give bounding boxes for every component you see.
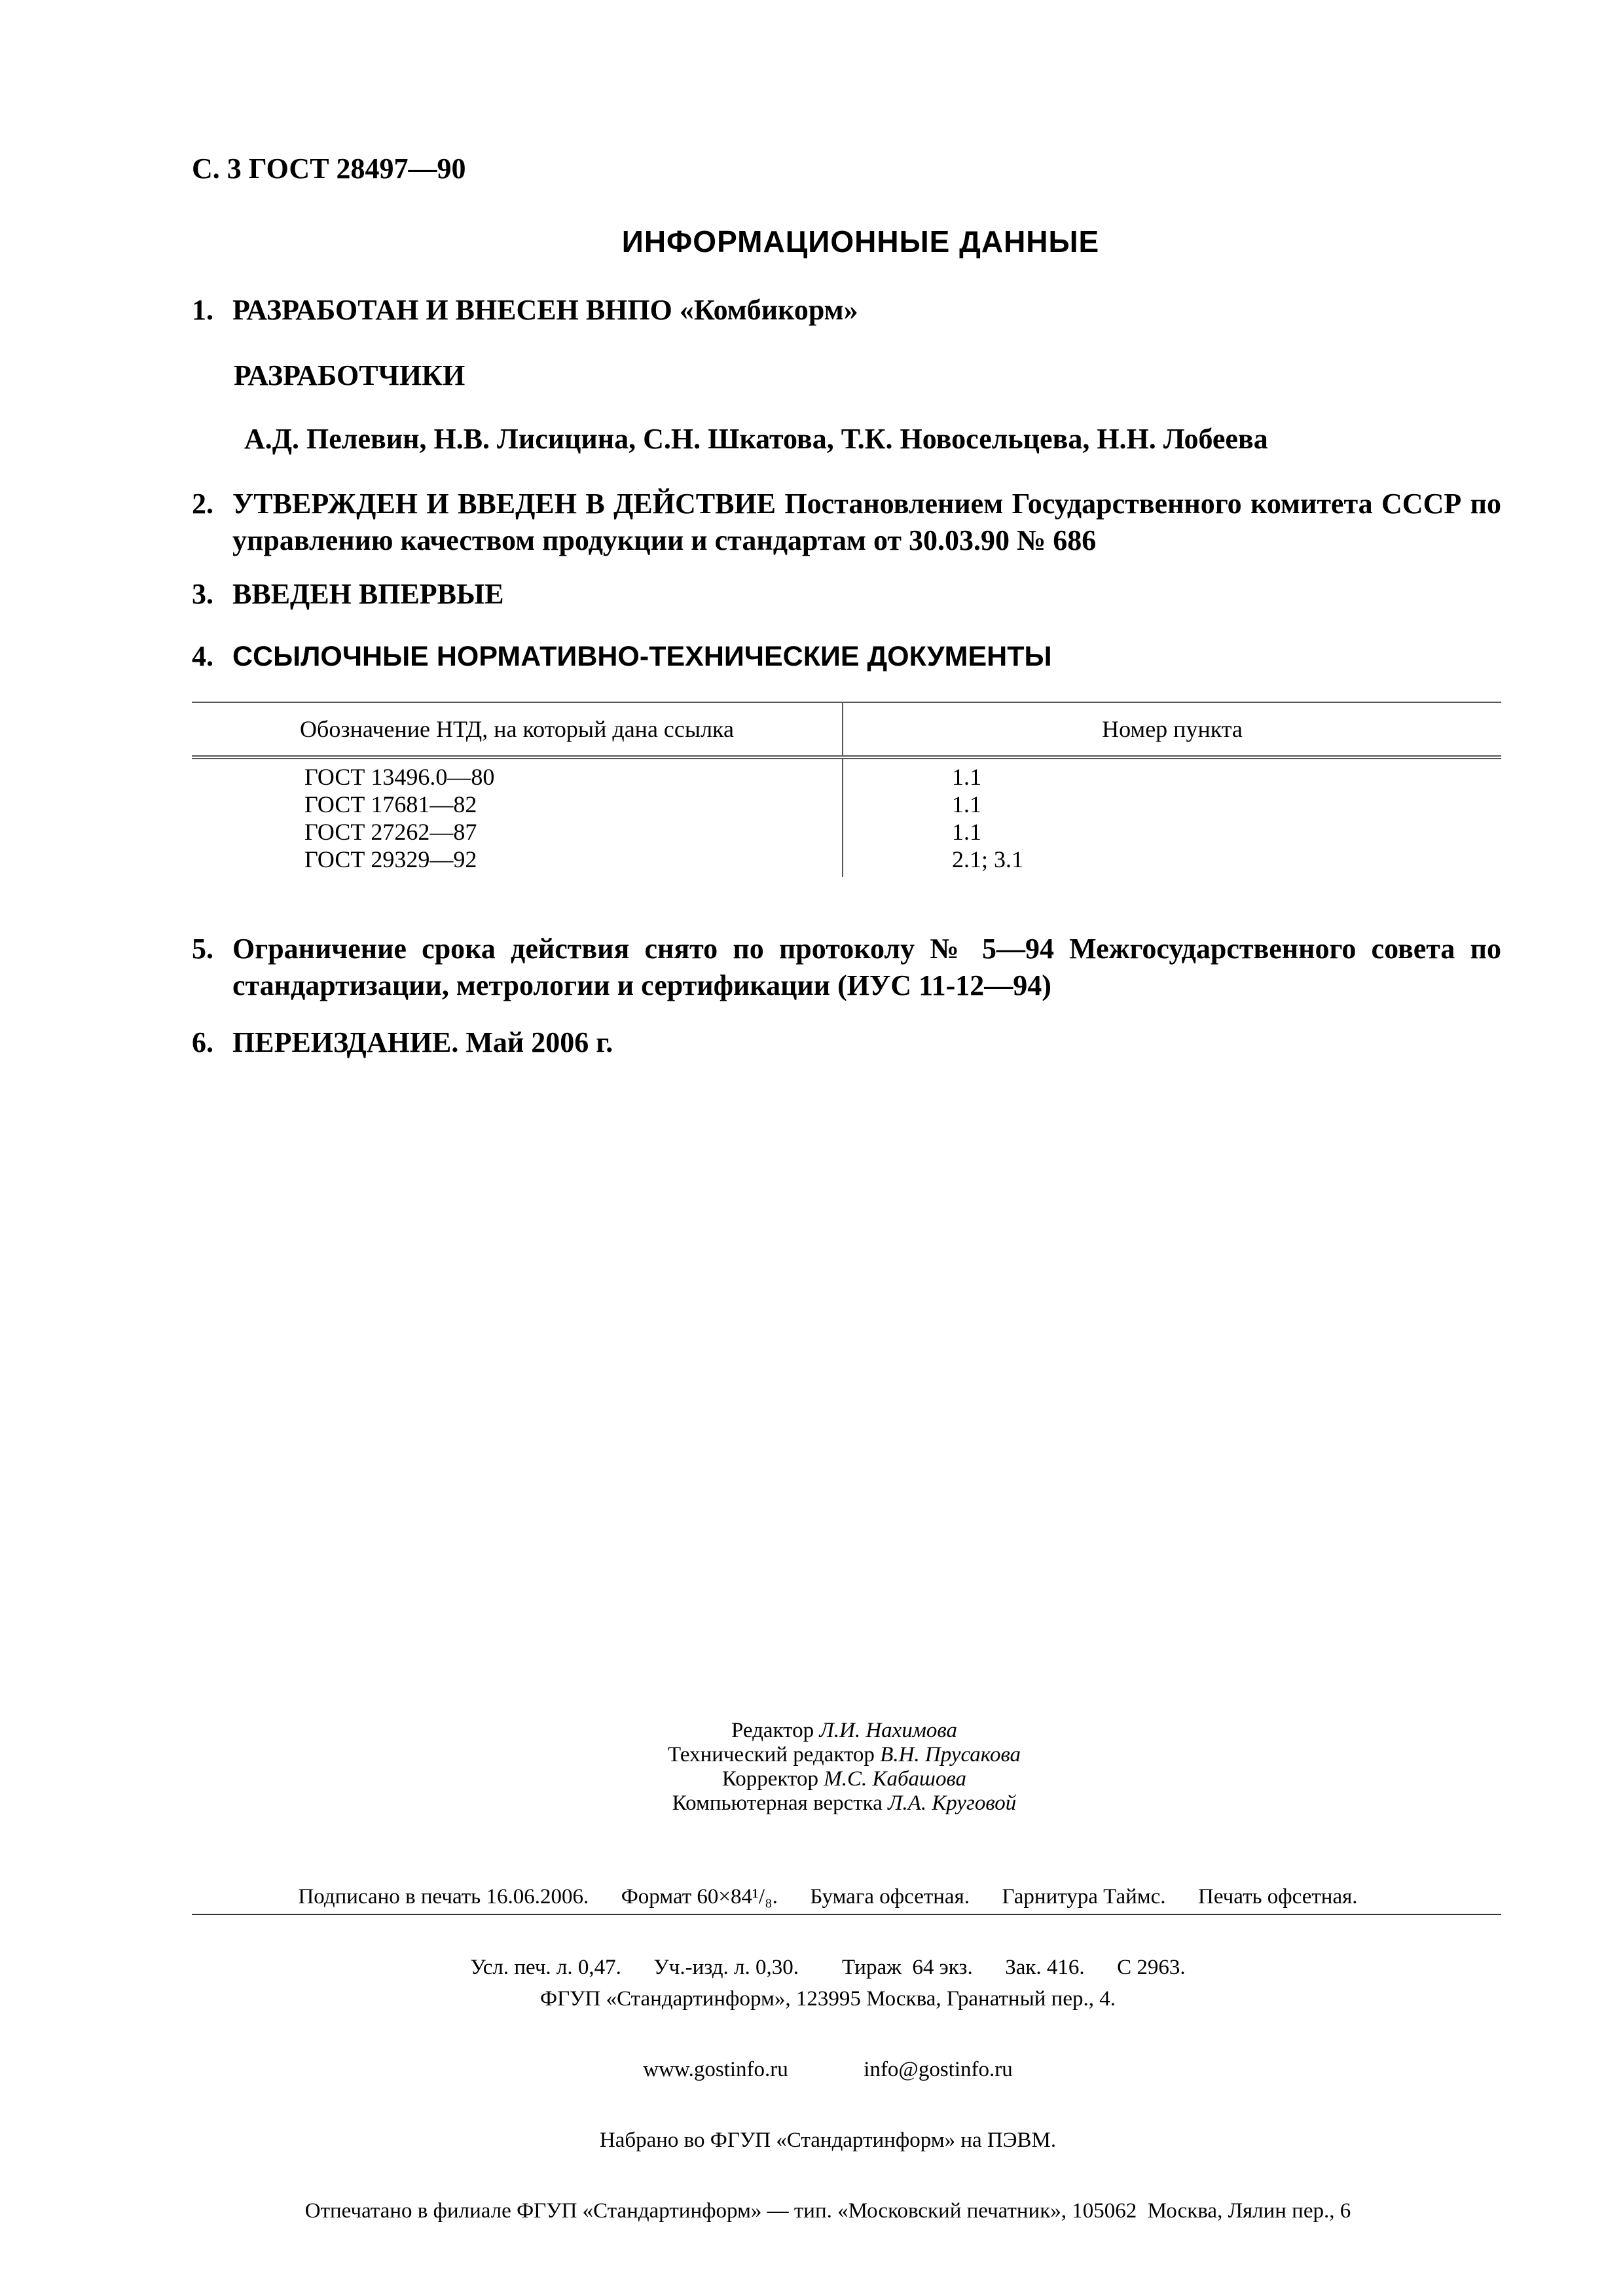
doc-designation: ГОСТ 29329—92: [304, 846, 477, 872]
info-item-3: [192, 576, 1501, 613]
clause-number: 1.1: [952, 791, 981, 817]
item-text: ВВЕДЕН ВПЕРВЫЕ: [232, 578, 504, 610]
info-item-6: [192, 1024, 1501, 1061]
column-header-clause: Номер пункта: [843, 702, 1501, 757]
doc-designation: ГОСТ 17681—82: [304, 791, 477, 817]
developers-list: А.Д. Пелевин, Н.В. Лисицина, С.Н. Шкатова, Т.К. Новосельцева, Н.Н. Лобеева: [244, 423, 1268, 455]
item-number: 4.: [192, 640, 213, 672]
column-header-designation: Обозначение НТД, на который дана ссылка: [192, 702, 843, 757]
doc-designation: ГОСТ 27262—87: [304, 819, 477, 845]
clause-number: 1.1: [952, 764, 981, 790]
info-item-2: [192, 486, 1501, 559]
item-number: 1.: [192, 294, 213, 326]
info-item-4: [192, 638, 1501, 675]
section-title: ИНФОРМАЦИОННЫЕ ДАННЫЕ: [621, 224, 1100, 259]
item-text: Ограничение срока действия снято по протоколу № 5—94 Межгосударственного совета по стандартизации, метрологии и сертификации (ИУС 11-12—94): [232, 933, 1501, 1001]
table-header-row: [192, 702, 1501, 757]
table-row: [192, 757, 1501, 877]
item-number: 6.: [192, 1026, 213, 1058]
clause-number: 1.1: [952, 819, 981, 845]
publisher-info: [0, 1940, 1623, 2246]
developers-heading: РАЗРАБОТЧИКИ: [234, 359, 465, 391]
reference-documents-table: [192, 702, 1501, 877]
publisher-typeset: Набрано во ФГУП «Стандартинформ» на ПЭВМ.: [599, 2128, 1057, 2152]
info-item-5: [192, 931, 1501, 1004]
credit-layout: Компьютерная верстка Л.А. Круговой: [672, 1791, 1017, 1815]
item-text: ПЕРЕИЗДАНИЕ. Май 2006 г.: [232, 1026, 613, 1058]
info-item-1: [192, 292, 1501, 329]
item-number: 5.: [192, 933, 213, 965]
publisher-address: ФГУП «Стандартинформ», 123995 Москва, Гранатный пер., 4.: [540, 1987, 1116, 2011]
editorial-credits: [0, 1719, 1623, 1816]
credit-proofreader: Корректор М.С. Кабашова: [721, 1767, 967, 1791]
table-cell-designation: [192, 757, 843, 877]
clause-number: 2.1; 3.1: [952, 846, 1024, 872]
doc-designation: ГОСТ 13496.0—80: [304, 764, 495, 790]
page-reference: С. 3 ГОСТ 28497—90: [192, 152, 466, 185]
credit-editor: Редактор Л.И. Нахимова: [731, 1719, 957, 1742]
item-number: 3.: [192, 578, 213, 610]
publisher-printed: Отпечатано в филиале ФГУП «Стандартинформ» — тип. «Московский печатник», 105062 Москва, Лялин пер., 6: [304, 2199, 1351, 2223]
item-text: УТВЕРЖДЕН И ВВЕДЕН В ДЕЙСТВИЕ Постановлением Государственного комитета СССР по управлению качеством продукции и стандартам от 30.03.90 № 686: [232, 488, 1501, 556]
item-text: ССЫЛОЧНЫЕ НОРМАТИВНО-ТЕХНИЧЕСКИЕ ДОКУМЕНТЫ: [232, 641, 1052, 672]
credit-tech-editor: Технический редактор В.Н. Прусакова: [667, 1743, 1021, 1767]
item-text: РАЗРАБОТАН И ВНЕСЕН ВНПО «Комбикорм»: [232, 294, 858, 326]
table-cell-clause: [843, 757, 1501, 877]
item-number: 2.: [192, 488, 213, 520]
divider: [192, 1914, 1501, 1915]
print-info-line-1: Подписано в печать 16.06.2006. Формат 60×84¹/₈. Бумага офсетная. Гарнитура Таймс. Печать офсетная.: [298, 1885, 1358, 1909]
print-info-line-2: Усл. печ. л. 0,47. Уч.-изд. л. 0,30. Тираж 64 экз. Зак. 416. С 2963.: [470, 1956, 1186, 1979]
publisher-web: www.gostinfo.ru info@gostinfo.ru: [643, 2058, 1013, 2081]
